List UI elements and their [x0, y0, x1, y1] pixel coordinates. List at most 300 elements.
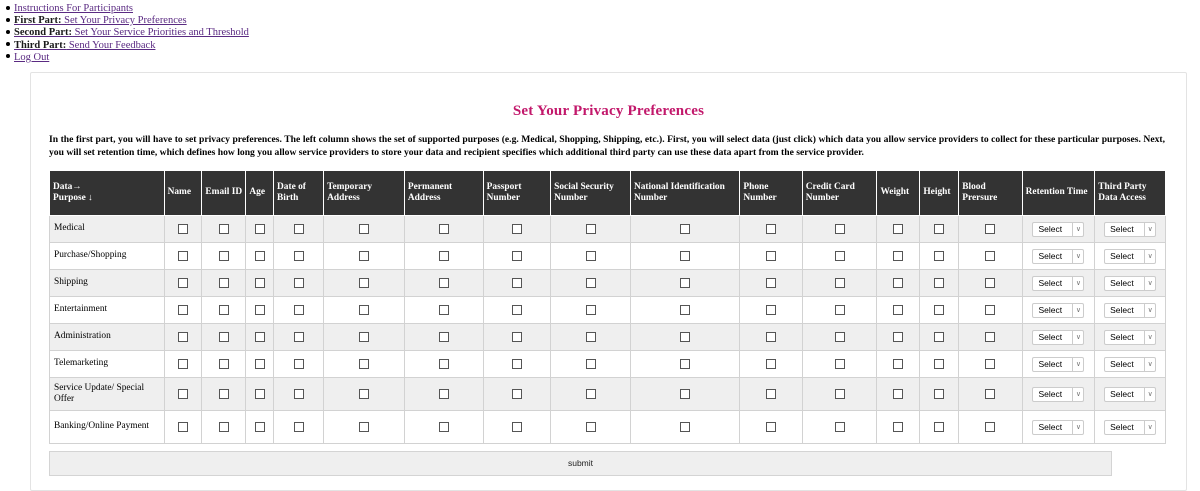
checkbox-cell	[877, 351, 920, 378]
checkbox-cell	[274, 297, 324, 324]
data-checkbox[interactable]	[294, 224, 304, 234]
select-cell	[1095, 216, 1166, 243]
data-checkbox[interactable]	[586, 359, 596, 369]
checkbox-cell	[630, 270, 739, 297]
purpose-label: Service Update/ Special Offer	[50, 378, 165, 411]
third-party-access-select[interactable]	[1104, 387, 1156, 402]
checkbox-cell	[483, 351, 551, 378]
retention-time-select[interactable]	[1032, 420, 1084, 435]
checkbox-cell	[404, 270, 483, 297]
checkbox-cell	[740, 378, 802, 411]
select-value: Select	[1110, 251, 1134, 261]
data-checkbox[interactable]	[359, 278, 369, 288]
data-checkbox[interactable]	[985, 278, 995, 288]
checkbox-cell	[324, 324, 405, 351]
select-value: Select	[1110, 224, 1134, 234]
data-checkbox[interactable]	[439, 332, 449, 342]
checkbox-cell	[324, 243, 405, 270]
nav-item	[6, 52, 249, 64]
column-header: Name	[164, 171, 202, 216]
retention-time-select[interactable]	[1032, 303, 1084, 318]
chevron-down-icon: ∨	[1072, 421, 1083, 434]
checkbox-cell	[246, 297, 274, 324]
data-checkbox[interactable]	[985, 389, 995, 399]
data-checkbox[interactable]	[766, 422, 776, 432]
table-header-row	[50, 171, 1166, 216]
checkbox-cell	[920, 351, 959, 378]
data-checkbox[interactable]	[934, 278, 944, 288]
data-checkbox[interactable]	[178, 278, 188, 288]
third-party-access-select[interactable]	[1104, 420, 1156, 435]
data-checkbox[interactable]	[934, 422, 944, 432]
data-checkbox[interactable]	[934, 224, 944, 234]
nav-link[interactable]	[14, 52, 49, 63]
bullet-icon	[6, 42, 10, 46]
data-checkbox[interactable]	[439, 389, 449, 399]
data-checkbox[interactable]	[178, 305, 188, 315]
data-checkbox[interactable]	[255, 278, 265, 288]
data-checkbox[interactable]	[512, 422, 522, 432]
data-checkbox[interactable]	[512, 305, 522, 315]
purpose-label: Banking/Online Payment	[50, 411, 165, 444]
data-checkbox[interactable]	[934, 305, 944, 315]
third-party-access-select[interactable]	[1104, 222, 1156, 237]
checkbox-cell	[802, 243, 877, 270]
data-checkbox[interactable]	[680, 305, 690, 315]
select-cell	[1095, 243, 1166, 270]
select-value: Select	[1038, 278, 1063, 288]
nav-item	[6, 40, 249, 52]
data-checkbox[interactable]	[766, 389, 776, 399]
nav-link-label: Instructions For Participants	[14, 3, 133, 14]
column-header: National Identification Number	[630, 171, 739, 216]
checkbox-cell	[202, 351, 246, 378]
checkbox-cell	[920, 297, 959, 324]
data-checkbox[interactable]	[178, 224, 188, 234]
data-checkbox[interactable]	[439, 305, 449, 315]
retention-time-select[interactable]	[1032, 222, 1084, 237]
chevron-down-icon: ∨	[1072, 388, 1083, 401]
data-checkbox[interactable]	[255, 305, 265, 315]
retention-time-select[interactable]	[1032, 249, 1084, 264]
purpose-label: Telemarketing	[50, 351, 165, 378]
data-checkbox[interactable]	[255, 359, 265, 369]
data-checkbox[interactable]	[985, 224, 995, 234]
data-checkbox[interactable]	[893, 422, 903, 432]
select-value: Select	[1038, 422, 1063, 432]
corner-header: Data→ Purpose ↓	[50, 171, 165, 216]
checkbox-cell	[802, 351, 877, 378]
data-checkbox[interactable]	[359, 305, 369, 315]
data-checkbox[interactable]	[294, 332, 304, 342]
nav-item	[6, 3, 249, 15]
nav-link-label: Set Your Service Priorities and Threshold	[72, 27, 249, 39]
data-checkbox[interactable]	[219, 305, 229, 315]
nav-link-prefix: Third Part:	[14, 39, 67, 51]
data-checkbox[interactable]	[835, 278, 845, 288]
data-checkbox[interactable]	[893, 305, 903, 315]
select-value: Select	[1038, 332, 1063, 342]
select-cell	[1022, 270, 1095, 297]
checkbox-cell	[202, 411, 246, 444]
data-checkbox[interactable]	[586, 389, 596, 399]
checkbox-cell	[920, 378, 959, 411]
select-cell	[1095, 351, 1166, 378]
checkbox-cell	[551, 378, 631, 411]
retention-time-select[interactable]	[1032, 357, 1084, 372]
data-checkbox[interactable]	[680, 422, 690, 432]
data-checkbox[interactable]	[934, 332, 944, 342]
checkbox-cell	[202, 270, 246, 297]
checkbox-cell	[740, 351, 802, 378]
nav-link[interactable]	[14, 3, 133, 14]
purpose-label: Entertainment	[50, 297, 165, 324]
checkbox-cell	[630, 324, 739, 351]
checkbox-cell	[404, 411, 483, 444]
data-checkbox[interactable]	[766, 224, 776, 234]
table-row	[50, 351, 1166, 378]
data-checkbox[interactable]	[512, 224, 522, 234]
data-checkbox[interactable]	[255, 422, 265, 432]
data-checkbox[interactable]	[255, 224, 265, 234]
data-checkbox[interactable]	[893, 332, 903, 342]
table-row	[50, 270, 1166, 297]
data-checkbox[interactable]	[586, 422, 596, 432]
checkbox-cell	[959, 270, 1022, 297]
data-checkbox[interactable]	[680, 359, 690, 369]
data-checkbox[interactable]	[359, 224, 369, 234]
data-checkbox[interactable]	[680, 224, 690, 234]
data-checkbox[interactable]	[893, 224, 903, 234]
checkbox-cell	[274, 351, 324, 378]
data-checkbox[interactable]	[766, 332, 776, 342]
data-checkbox[interactable]	[766, 305, 776, 315]
checkbox-cell	[483, 324, 551, 351]
data-checkbox[interactable]	[586, 251, 596, 261]
data-checkbox[interactable]	[294, 422, 304, 432]
checkbox-cell	[920, 270, 959, 297]
checkbox-cell	[802, 324, 877, 351]
submit-button[interactable]: submit	[49, 451, 1112, 476]
third-party-access-select[interactable]	[1104, 357, 1156, 372]
checkbox-cell	[202, 324, 246, 351]
select-cell	[1095, 378, 1166, 411]
select-cell	[1095, 297, 1166, 324]
data-checkbox[interactable]	[680, 332, 690, 342]
data-checkbox[interactable]	[835, 332, 845, 342]
data-checkbox[interactable]	[934, 359, 944, 369]
checkbox-cell	[483, 411, 551, 444]
chevron-down-icon: ∨	[1072, 304, 1083, 317]
table-row	[50, 324, 1166, 351]
bullet-icon	[6, 18, 10, 22]
third-party-access-select[interactable]	[1104, 276, 1156, 291]
data-checkbox[interactable]	[680, 251, 690, 261]
checkbox-cell	[630, 351, 739, 378]
privacy-preferences-panel	[30, 72, 1187, 491]
checkbox-cell	[483, 378, 551, 411]
checkbox-cell	[551, 297, 631, 324]
data-checkbox[interactable]	[439, 359, 449, 369]
column-header: Passport Number	[483, 171, 551, 216]
data-checkbox[interactable]	[893, 251, 903, 261]
select-value: Select	[1110, 389, 1134, 399]
select-cell	[1095, 411, 1166, 444]
data-checkbox[interactable]	[512, 389, 522, 399]
data-checkbox[interactable]	[586, 305, 596, 315]
purpose-label: Shipping	[50, 270, 165, 297]
nav-link[interactable]	[14, 15, 187, 26]
checkbox-cell	[202, 216, 246, 243]
data-checkbox[interactable]	[219, 422, 229, 432]
data-checkbox[interactable]	[359, 422, 369, 432]
checkbox-cell	[404, 297, 483, 324]
checkbox-cell	[740, 297, 802, 324]
retention-header-header: Retention Time	[1022, 171, 1095, 216]
select-value: Select	[1110, 332, 1134, 342]
instructions-text: In the first part, you will have to set privacy preferences. The left column shows the set of supported purposes (e.g. Medical, Shopping, Shipping, etc.). First, you will select data (just click) which data you allow service providers to collect for these particular purposes. Next, you will set retention time, which defines how long you allow service providers to store your data and recipient specifies which additional third party can use these data apart from the service provider.	[49, 134, 1165, 158]
checkbox-cell	[202, 378, 246, 411]
purpose-label: Medical	[50, 216, 165, 243]
select-cell	[1095, 324, 1166, 351]
data-checkbox[interactable]	[985, 332, 995, 342]
select-cell	[1022, 297, 1095, 324]
data-checkbox[interactable]	[934, 251, 944, 261]
data-checkbox[interactable]	[255, 251, 265, 261]
data-checkbox[interactable]	[835, 359, 845, 369]
data-checkbox[interactable]	[294, 389, 304, 399]
column-header: Age	[246, 171, 274, 216]
data-checkbox[interactable]	[586, 332, 596, 342]
select-value: Select	[1110, 305, 1134, 315]
table-row	[50, 243, 1166, 270]
select-cell	[1022, 216, 1095, 243]
chevron-down-icon: ∨	[1072, 358, 1083, 371]
checkbox-cell	[959, 297, 1022, 324]
third-party-access-select[interactable]	[1104, 249, 1156, 264]
column-header: Phone Number	[740, 171, 802, 216]
checkbox-cell	[164, 297, 202, 324]
checkbox-cell	[877, 324, 920, 351]
checkbox-cell	[404, 351, 483, 378]
data-checkbox[interactable]	[985, 251, 995, 261]
data-checkbox[interactable]	[439, 278, 449, 288]
select-cell	[1022, 351, 1095, 378]
data-checkbox[interactable]	[359, 359, 369, 369]
data-checkbox[interactable]	[359, 332, 369, 342]
data-checkbox[interactable]	[985, 305, 995, 315]
data-checkbox[interactable]	[294, 305, 304, 315]
data-checkbox[interactable]	[178, 251, 188, 261]
data-checkbox[interactable]	[934, 389, 944, 399]
checkbox-cell	[551, 216, 631, 243]
checkbox-cell	[920, 411, 959, 444]
data-checkbox[interactable]	[893, 359, 903, 369]
bullet-icon	[6, 6, 10, 10]
checkbox-cell	[551, 243, 631, 270]
third-party-access-select[interactable]	[1104, 330, 1156, 345]
data-checkbox[interactable]	[680, 389, 690, 399]
checkbox-cell	[877, 270, 920, 297]
data-checkbox[interactable]	[439, 422, 449, 432]
chevron-down-icon: ∨	[1144, 358, 1155, 371]
data-checkbox[interactable]	[512, 332, 522, 342]
data-checkbox[interactable]	[439, 251, 449, 261]
checkbox-cell	[630, 243, 739, 270]
checkbox-cell	[877, 378, 920, 411]
data-checkbox[interactable]	[294, 278, 304, 288]
checkbox-cell	[740, 243, 802, 270]
data-checkbox[interactable]	[439, 224, 449, 234]
data-checkbox[interactable]	[219, 389, 229, 399]
checkbox-cell	[630, 297, 739, 324]
data-checkbox[interactable]	[893, 278, 903, 288]
chevron-down-icon: ∨	[1072, 250, 1083, 263]
nav-link[interactable]	[14, 40, 155, 51]
data-checkbox[interactable]	[359, 251, 369, 261]
checkbox-cell	[483, 216, 551, 243]
select-cell	[1022, 243, 1095, 270]
chevron-down-icon: ∨	[1072, 223, 1083, 236]
data-checkbox[interactable]	[893, 389, 903, 399]
checkbox-cell	[740, 216, 802, 243]
checkbox-cell	[802, 270, 877, 297]
retention-time-select[interactable]	[1032, 387, 1084, 402]
data-checkbox[interactable]	[835, 422, 845, 432]
retention-time-select[interactable]	[1032, 276, 1084, 291]
checkbox-cell	[959, 216, 1022, 243]
checkbox-cell	[246, 411, 274, 444]
checkbox-cell	[404, 378, 483, 411]
checkbox-cell	[551, 270, 631, 297]
checkbox-cell	[202, 243, 246, 270]
checkbox-cell	[324, 297, 405, 324]
checkbox-cell	[483, 297, 551, 324]
data-checkbox[interactable]	[178, 389, 188, 399]
data-checkbox[interactable]	[985, 422, 995, 432]
checkbox-cell	[324, 216, 405, 243]
data-checkbox[interactable]	[294, 359, 304, 369]
nav-link-label: Set Your Privacy Preferences	[61, 15, 187, 27]
checkbox-cell	[164, 243, 202, 270]
data-checkbox[interactable]	[178, 332, 188, 342]
checkbox-cell	[202, 297, 246, 324]
checkbox-cell	[164, 378, 202, 411]
data-checkbox[interactable]	[178, 422, 188, 432]
checkbox-cell	[551, 351, 631, 378]
select-value: Select	[1110, 278, 1134, 288]
checkbox-cell	[246, 351, 274, 378]
column-header: Email ID	[202, 171, 246, 216]
data-checkbox[interactable]	[219, 251, 229, 261]
column-header: Permanent Address	[404, 171, 483, 216]
purpose-label: Administration	[50, 324, 165, 351]
checkbox-cell	[920, 216, 959, 243]
retention-time-select[interactable]	[1032, 330, 1084, 345]
column-header: Social Security Number	[551, 171, 631, 216]
data-checkbox[interactable]	[359, 389, 369, 399]
nav-item	[6, 15, 249, 27]
select-value: Select	[1038, 224, 1063, 234]
checkbox-cell	[274, 243, 324, 270]
nav-link-prefix: First Part:	[14, 15, 62, 27]
checkbox-cell	[630, 216, 739, 243]
checkbox-cell	[274, 324, 324, 351]
checkbox-cell	[274, 378, 324, 411]
checkbox-cell	[877, 243, 920, 270]
data-checkbox[interactable]	[766, 278, 776, 288]
checkbox-cell	[246, 243, 274, 270]
checkbox-cell	[920, 243, 959, 270]
table-row	[50, 216, 1166, 243]
data-checkbox[interactable]	[255, 332, 265, 342]
checkbox-cell	[959, 378, 1022, 411]
checkbox-cell	[164, 324, 202, 351]
checkbox-cell	[959, 351, 1022, 378]
data-checkbox[interactable]	[178, 359, 188, 369]
checkbox-cell	[324, 351, 405, 378]
checkbox-cell	[959, 411, 1022, 444]
data-checkbox[interactable]	[985, 359, 995, 369]
data-checkbox[interactable]	[512, 251, 522, 261]
nav-link[interactable]	[14, 27, 249, 38]
select-cell	[1095, 270, 1166, 297]
nav-item	[6, 27, 249, 39]
bullet-icon	[6, 30, 10, 34]
checkbox-cell	[551, 324, 631, 351]
data-checkbox[interactable]	[512, 359, 522, 369]
data-checkbox[interactable]	[512, 278, 522, 288]
data-checkbox[interactable]	[219, 278, 229, 288]
data-checkbox[interactable]	[255, 389, 265, 399]
checkbox-cell	[920, 324, 959, 351]
data-checkbox[interactable]	[835, 224, 845, 234]
data-checkbox[interactable]	[586, 224, 596, 234]
checkbox-cell	[324, 411, 405, 444]
data-checkbox[interactable]	[766, 251, 776, 261]
nav-link-prefix: Second Part:	[14, 27, 73, 39]
data-checkbox[interactable]	[835, 305, 845, 315]
checkbox-cell	[404, 216, 483, 243]
data-checkbox[interactable]	[766, 359, 776, 369]
checkbox-cell	[164, 411, 202, 444]
checkbox-cell	[802, 216, 877, 243]
data-checkbox[interactable]	[586, 278, 596, 288]
data-checkbox[interactable]	[294, 251, 304, 261]
data-checkbox[interactable]	[680, 278, 690, 288]
top-navigation	[6, 3, 249, 64]
checkbox-cell	[740, 324, 802, 351]
select-value: Select	[1038, 251, 1063, 261]
bullet-icon	[6, 54, 10, 58]
checkbox-cell	[551, 411, 631, 444]
checkbox-cell	[404, 243, 483, 270]
data-checkbox[interactable]	[219, 332, 229, 342]
data-checkbox[interactable]	[835, 389, 845, 399]
page-title: Set Your Privacy Preferences	[512, 103, 705, 119]
checkbox-cell	[274, 411, 324, 444]
data-checkbox[interactable]	[219, 359, 229, 369]
third-party-access-select[interactable]	[1104, 303, 1156, 318]
column-header: Blood Prersure	[959, 171, 1022, 216]
checkbox-cell	[802, 411, 877, 444]
privacy-preferences-table	[49, 170, 1166, 444]
data-checkbox[interactable]	[835, 251, 845, 261]
checkbox-cell	[164, 351, 202, 378]
data-checkbox[interactable]	[219, 224, 229, 234]
chevron-down-icon: ∨	[1144, 388, 1155, 401]
nav-link-label: Log Out	[14, 51, 50, 63]
